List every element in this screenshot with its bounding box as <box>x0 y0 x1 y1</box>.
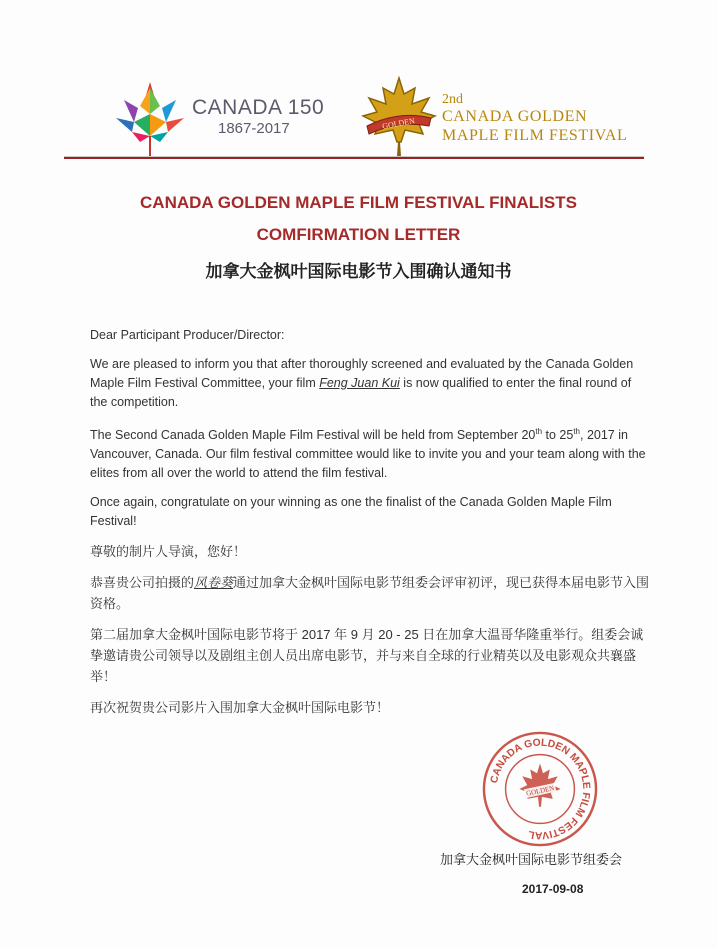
film-title: Feng Juan Kui <box>319 376 400 390</box>
letter-title-line2: COMFIRMATION LETTER <box>256 225 461 244</box>
seal-ring-text: CANADA GOLDEN MAPLE FILM FESTIVAL <box>489 737 592 841</box>
chinese-paragraph-1-end: 通过加拿大金枫叶国际电影节组委会评审初评，现已获得本届电影节入围资格。 <box>90 575 650 612</box>
chinese-paragraph-3: 再次祝贺贵公司影片入围加拿大金枫叶国际电影节！ <box>90 700 390 716</box>
festival-edition: 2nd <box>442 92 463 107</box>
chinese-salutation: 尊敬的制片人导演，您好！ <box>90 544 247 560</box>
signing-date: 2017-09-08 <box>522 882 584 896</box>
paragraph-1-end: is now qualified to enter the final round of the competition. <box>90 376 632 409</box>
logo-badge-text: GOLDEN <box>381 116 416 131</box>
golden-maple-leaf-logo-icon <box>359 76 439 158</box>
festival-seal-stamp <box>481 730 599 848</box>
chinese-paragraph-1 <box>90 572 650 614</box>
canada-150-title: CANADA 150 <box>192 96 325 119</box>
chinese-film-title: 风卷葵 <box>194 575 234 591</box>
festival-wordmark <box>442 92 662 145</box>
paragraph-2 <box>90 422 650 483</box>
canada-150-maple-logo-icon <box>110 78 190 158</box>
paragraph-1-start: We are pleased to inform you that after thoroughly screened and evaluated by the Canada Golden Maple Film Festival Committee, your film <box>90 357 634 390</box>
paragraph-2-middle: to 25 <box>542 428 574 443</box>
letter-body <box>90 326 650 718</box>
paragraph-2-start: The Second Canada Golden Maple Film Festival will be held from September 20 <box>90 428 536 443</box>
ordinal-suffix-2: th <box>573 427 580 436</box>
seal-center-text: GOLDEN <box>525 785 555 798</box>
paragraph-1 <box>90 355 650 412</box>
header-divider <box>64 156 644 159</box>
festival-name-line2: MAPLE FILM FESTIVAL <box>442 127 628 144</box>
chinese-paragraph-1-start: 恭喜贵公司拍摄的 <box>90 575 195 591</box>
canada-150-years: 1867-2017 <box>218 120 290 137</box>
salutation: Dear Participant Producer/Director: <box>90 328 285 342</box>
letter-title-chinese: 加拿大金枫叶国际电影节入围确认通知书 <box>205 262 512 281</box>
paragraph-2-end: , 2017 in Vancouver, Canada. Our film festival committee would like to invite you and your team along with the elites from all over the world to attend the film festival. <box>90 428 646 481</box>
festival-name-line1: CANADA GOLDEN <box>442 108 588 125</box>
letterhead <box>64 72 654 162</box>
chinese-paragraph-2: 第二届加拿大金枫叶国际电影节将于 2017 年 9 月 20 - 25 日在加拿大温哥华隆重举行。组委会诚挚邀请贵公司领导以及剧组主创人员出席电影节，并与来自全球的行业精英以及电影观众共襄盛举！ <box>90 627 644 685</box>
paragraph-3: Once again, congratulate on your winning as one the finalist of the Canada Golden Maple Film Festival! <box>90 495 612 529</box>
ordinal-suffix-1: th <box>535 427 543 436</box>
letter-title-line1: CANADA GOLDEN MAPLE FILM FESTIVAL FINALISTS <box>140 193 577 212</box>
canada-150-wordmark <box>192 96 342 138</box>
signing-organization: 加拿大金枫叶国际电影节组委会 <box>440 852 623 867</box>
